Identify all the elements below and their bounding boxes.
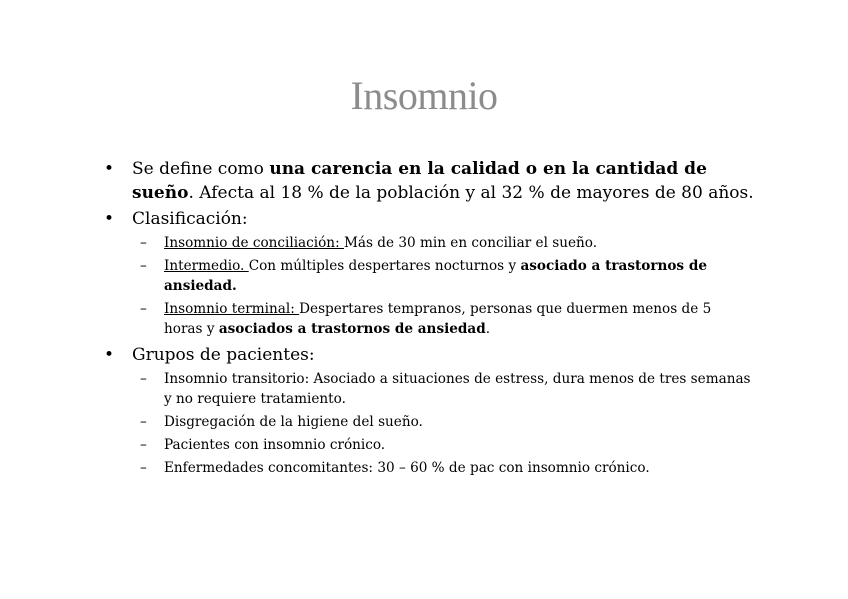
sub-item-cronico (104, 435, 754, 455)
sub-item-conciliacion (104, 233, 754, 253)
text-run-bold: asociados a trastornos de ansiedad (218, 321, 486, 337)
text-run-underline: Intermedio. (164, 258, 249, 274)
bullet-glyph: • (104, 159, 115, 179)
dash-glyph: – (140, 371, 147, 387)
dash-glyph: – (140, 258, 147, 274)
text-run: Disgregación de la higiene del sueño. (164, 414, 423, 430)
text-run: Se define como (132, 159, 270, 179)
bullet-text (132, 159, 754, 203)
bullet-glyph: • (104, 345, 115, 365)
sub-item-terminal (104, 299, 754, 339)
text-run: Enfermedades concomitantes: 30 – 60 % de pac con insomnio crónico. (164, 460, 650, 476)
text-run: Con múltiples despertares nocturnos y (248, 258, 521, 274)
text-run: Insomnio transitorio: Asociado a situaciones de estress, dura menos de tres semanas y no requiere tratamiento. (164, 371, 751, 407)
bullet-grupos (104, 343, 754, 367)
dash-glyph: – (140, 235, 147, 251)
bullet-text: Clasificación: (132, 209, 248, 229)
text-run-underline: Insomnio de conciliación: (164, 235, 344, 251)
sublist-clasificacion (104, 233, 754, 339)
sub-item-higiene (104, 412, 754, 432)
dash-glyph: – (140, 437, 147, 453)
text-run: Despertares tempranos, personas que duermen menos de 5 horas y (164, 301, 712, 337)
dash-glyph: – (140, 460, 147, 476)
bullet-glyph: • (104, 209, 115, 229)
sub-item-transitorio (104, 369, 754, 409)
slide-title: Insomnio (350, 73, 498, 118)
dash-glyph: – (140, 301, 147, 317)
sub-item-intermedio (104, 256, 754, 296)
text-run-underline: Insomnio terminal: (164, 301, 300, 317)
text-run-bold: una carencia en la calidad o en la cantidad de sueño (132, 159, 707, 203)
dash-glyph: – (140, 414, 147, 430)
bullet-text: Grupos de pacientes: (132, 345, 315, 365)
text-run: . (485, 321, 491, 337)
text-run-bold: asociado a trastornos de ansiedad. (164, 258, 707, 294)
text-run: Más de 30 min en conciliar el sueño. (343, 235, 598, 251)
text-run: Pacientes con insomnio crónico. (164, 437, 386, 453)
sublist-grupos (104, 369, 754, 478)
slide-content (104, 157, 754, 482)
bullet-clasificacion (104, 207, 754, 231)
sub-item-concomitantes (104, 458, 754, 478)
bullet-definition (104, 157, 754, 205)
text-run: . Afecta al 18 % de la población y al 32 % de mayores de 80 años. (188, 183, 754, 203)
